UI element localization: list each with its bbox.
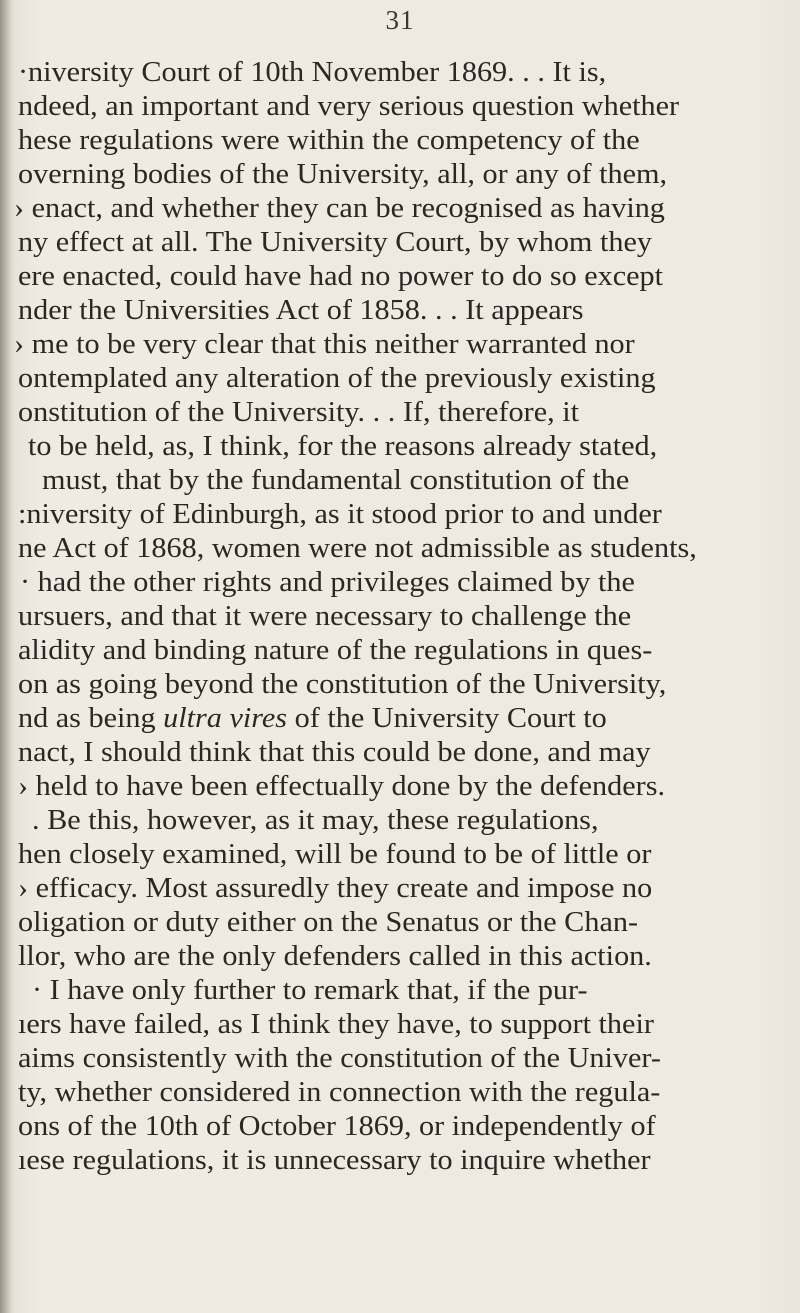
text-line: . Be this, however, as it may, these regulations,	[32, 805, 599, 836]
text-line	[18, 702, 607, 736]
text-run: of the University Court to	[287, 703, 607, 734]
text-line: › held to have been effectually done by the defenders.	[18, 771, 666, 802]
text-line: onstitution of the University. . . If, therefore, it	[18, 397, 580, 428]
text-line: ny effect at all. The University Court, by whom they	[18, 227, 653, 258]
text-line: ons of the 10th of October 1869, or independently of	[18, 1111, 656, 1142]
text-line: hese regulations were within the competency of the	[18, 125, 640, 156]
text-line: › efficacy. Most assuredly they create and impose no	[18, 873, 653, 904]
text-line: oligation or duty either on the Senatus or the Chan-	[18, 907, 639, 938]
text-line: · had the other rights and privileges claimed by the	[20, 567, 635, 598]
text-line: hen closely examined, will be found to be of little or	[18, 839, 652, 870]
text-line: nact, I should think that this could be done, and may	[18, 737, 651, 768]
text-line: aims consistently with the constitution of the Univer-	[18, 1043, 661, 1074]
text-line: ere enacted, could have had no power to do so except	[18, 261, 664, 292]
text-line: to be held, as, I think, for the reasons already stated,	[28, 431, 658, 462]
text-line: nder the Universities Act of 1858. . . It appears	[18, 295, 584, 326]
text-line: on as going beyond the constitution of the University,	[18, 669, 667, 700]
page-number: 31	[385, 5, 415, 35]
text-line: › enact, and whether they can be recognised as having	[14, 193, 665, 224]
text-line: ndeed, an important and very serious question whether	[18, 91, 680, 122]
binding-gutter-shadow	[0, 0, 12, 1313]
text-line: llor, who are the only defenders called in this action.	[18, 941, 652, 972]
text-line: ıese regulations, it is unnecessary to inquire whether	[18, 1145, 651, 1176]
text-line: overning bodies of the University, all, or any of them,	[18, 159, 668, 190]
text-line: ·niversity Court of 10th November 1869. . . It is,	[18, 57, 607, 88]
text-line: must, that by the fundamental constitution of the	[42, 465, 630, 496]
italic-phrase: ultra vires	[163, 703, 288, 734]
text-line: · I have only further to remark that, if the pur-	[32, 975, 588, 1006]
text-line: ıers have failed, as I think they have, to support their	[18, 1009, 654, 1040]
text-line: ty, whether considered in connection with the regula-	[18, 1077, 661, 1108]
text-line: ursuers, and that it were necessary to challenge the	[18, 601, 632, 632]
text-line: alidity and binding nature of the regulations in ques-	[18, 635, 653, 666]
text-run: nd as being	[18, 703, 164, 734]
text-line: › me to be very clear that this neither warranted nor	[14, 329, 635, 360]
text-line: ontemplated any alteration of the previously existing	[18, 363, 656, 394]
text-line: ne Act of 1868, women were not admissible as students,	[18, 533, 697, 564]
text-line: :niversity of Edinburgh, as it stood prior to and under	[18, 499, 662, 530]
